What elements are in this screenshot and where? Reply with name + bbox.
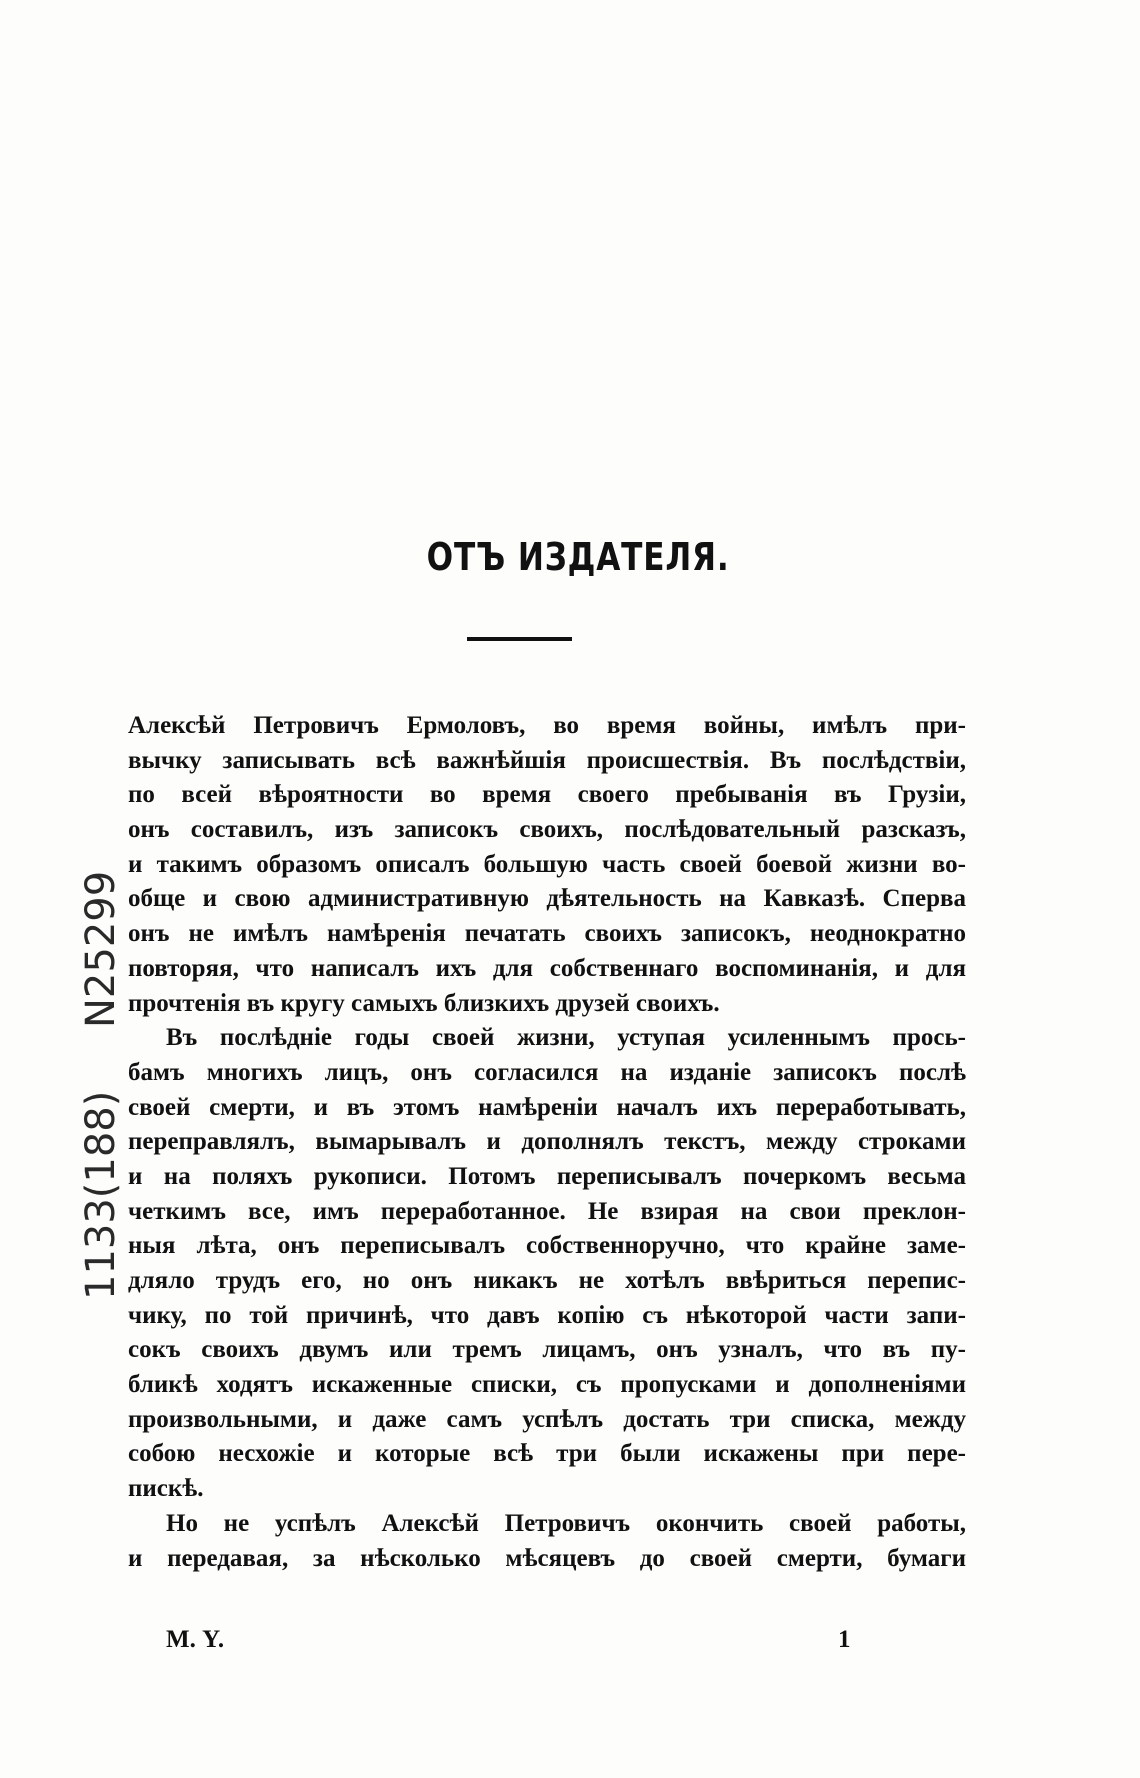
page-heading: ОТЪ ИЗДАТЕЛЯ. <box>426 535 730 579</box>
text-line: повторяя, что написалъ ихъ для собственнаго воспоминанія, и для <box>128 954 966 982</box>
footer-signature: М. Y. <box>166 1626 225 1653</box>
text-line: своей смерти, и въ этомъ намѣреніи началъ ихъ переработывать, <box>128 1093 966 1121</box>
text-line: и передавая, за нѣсколько мѣсяцевъ до своей смерти, бумаги <box>128 1544 966 1572</box>
text-line: онъ не имѣлъ намѣренія печатать своихъ записокъ, неоднократно <box>128 920 966 948</box>
text-line: и на поляхъ рукописи. Потомъ переписывалъ почеркомъ весьма <box>128 1162 966 1190</box>
text-line: бликѣ ходятъ искаженные списки, съ пропусками и дополненіями <box>128 1371 966 1399</box>
body-text <box>128 709 966 1576</box>
text-line: переправлялъ, вымарывалъ и дополнялъ текстъ, между строками <box>128 1128 966 1156</box>
text-line: бамъ многихъ лицъ, онъ согласился на изданіе записокъ послѣ <box>128 1058 966 1086</box>
text-line: дляло трудъ его, но онъ никакъ не хотѣлъ ввѣриться перепис- <box>128 1267 966 1294</box>
text-line: произвольными, и даже самъ успѣлъ достать три списка, между <box>128 1405 966 1433</box>
text-line: пискѣ. <box>128 1475 204 1503</box>
text-line: чику, по той причинѣ, что давъ копію съ нѣкоторой части запи- <box>128 1301 966 1329</box>
heading-rule <box>467 637 572 641</box>
text-line: Алексѣй Петровичъ Ермоловъ, во время войны, имѣлъ при- <box>128 712 966 739</box>
text-line: Въ послѣдніе годы своей жизни, уступая усиленнымъ прось- <box>166 1024 966 1052</box>
text-line: онъ составилъ, изъ записокъ своихъ, послѣдовательный разсказъ, <box>128 816 966 844</box>
handwritten-shelfmark: N25299 <box>78 870 124 1028</box>
text-line: обще и свою административную дѣятельность на Кавказѣ. Сперва <box>128 885 966 913</box>
page-number: 1 <box>838 1626 851 1653</box>
text-line: ныя лѣта, онъ переписывалъ собственноручно, что крайне заме- <box>128 1232 966 1260</box>
text-line: и такимъ образомъ описалъ большую часть своей боевой жизни во- <box>128 850 966 878</box>
text-line: четкимъ все, имъ переработанное. Не взирая на свои преклон- <box>128 1197 966 1225</box>
text-line: собою несхожіе и которые всѣ три были искажены при пере- <box>128 1440 966 1468</box>
text-line: Но не успѣлъ Алексѣй Петровичъ окончить своей работы, <box>166 1509 966 1537</box>
handwritten-catalog-number: 1133(188) <box>78 1090 124 1300</box>
text-line: по всей вѣроятности во время своего пребыванія въ Грузіи, <box>128 781 966 809</box>
text-line: прочтенія въ кругу самыхъ близкихъ друзей своихъ. <box>128 989 720 1017</box>
text-line: сокъ своихъ двумъ или тремъ лицамъ, онъ узналъ, что въ пу- <box>128 1336 966 1364</box>
text-line: вычку записывать всѣ важнѣйшія происшествія. Въ послѣдствіи, <box>128 746 966 774</box>
